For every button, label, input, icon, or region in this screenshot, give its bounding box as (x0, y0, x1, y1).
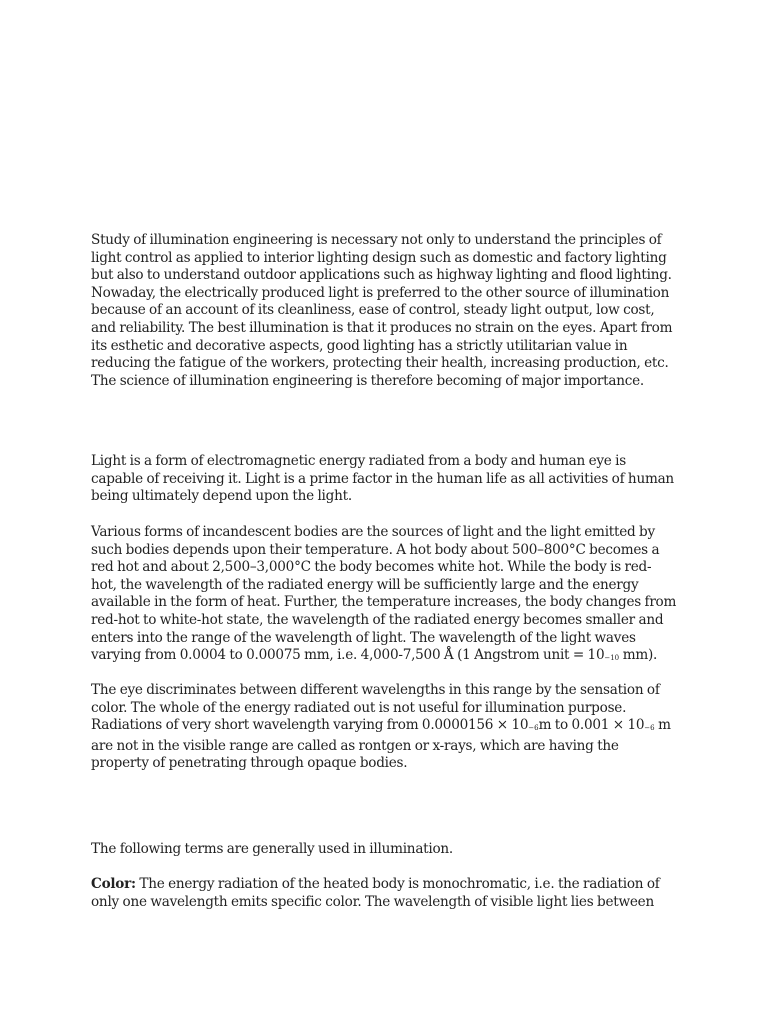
paragraph-text: Various forms of incandescent bodies are the sources of light and the light emitted by such bodies depends upon their temperature. A hot body about 500–800°C becomes a red hot and about 2,500–3,000°C the body becomes white hot. While the body is red-hot, the wavelength of the radiated energy will be sufficiently large and the energy available in the form of heat. Further, the temperature increases, the body changes from red-hot to white-hot state, the wavelength of the radiated energy becomes smaller and enters into the range of the wavelength of light. The wavelength of the light waves varying from 0.0004 to 0.00075 mm, i.e. 4,000-7,500 Å (1 Angstrom unit = 10 (91, 524, 677, 664)
term-label: Color: (91, 876, 136, 892)
paragraph-illumination-engineering: Study of illumination engineering is necessary not only to understand the principles of light control as applied to interior lighting design such as domestic and factory lighting but also to understand outdoor applications such as highway lighting and flood lighting. Nowaday, the electrically produced light is preferred to the other source of illumination because of an account of its cleanliness, ease of control, steady light output, low cost, and reliability. The best illumination is that it produces no strain on the eyes. Apart from its esthetic and decorative aspects, good lighting has a strictly utilitarian value in reducing the fatigue of the workers, protecting their health, increasing production, etc. The science of illumination engineering is therefore becoming of major importance. (91, 232, 673, 389)
paragraph-light-definition: Light is a form of electromagnetic energy radiated from a body and human eye is capable of receiving it. Light is a prime factor in the human life as all activities of human being ultimately depend upon the light. (91, 453, 674, 505)
paragraph-text: mm). (619, 647, 658, 664)
paragraph-incandescent-sources (91, 524, 677, 668)
paragraph-wavelength-discrimination (91, 682, 677, 773)
exponent: −10 (604, 654, 620, 663)
exponent: −6 (644, 724, 655, 733)
term-definition: The energy radiation of the heated body is monochromatic, i.e. the radiation of only one wavelength emits specific color. The wavelength of visible light lies between (91, 876, 660, 910)
paragraph-terms-intro: The following terms are generally used in illumination. (91, 841, 453, 857)
paragraph-text: m are not in the visible range are called as rontgen or x-rays, which are having the property of penetrating through opaque bodies. (91, 717, 671, 772)
paragraph-color-definition (91, 876, 677, 911)
paragraph-text: The eye discriminates between different wavelengths in this range by the sensation of color. The whole of the energy radiated out is not useful for illumination purpose. Radiations of very short wavelength varying from 0.0000156 × 10 (91, 682, 660, 734)
paragraph-text: m to 0.001 × 10 (538, 717, 645, 734)
exponent: −6 (528, 724, 539, 733)
